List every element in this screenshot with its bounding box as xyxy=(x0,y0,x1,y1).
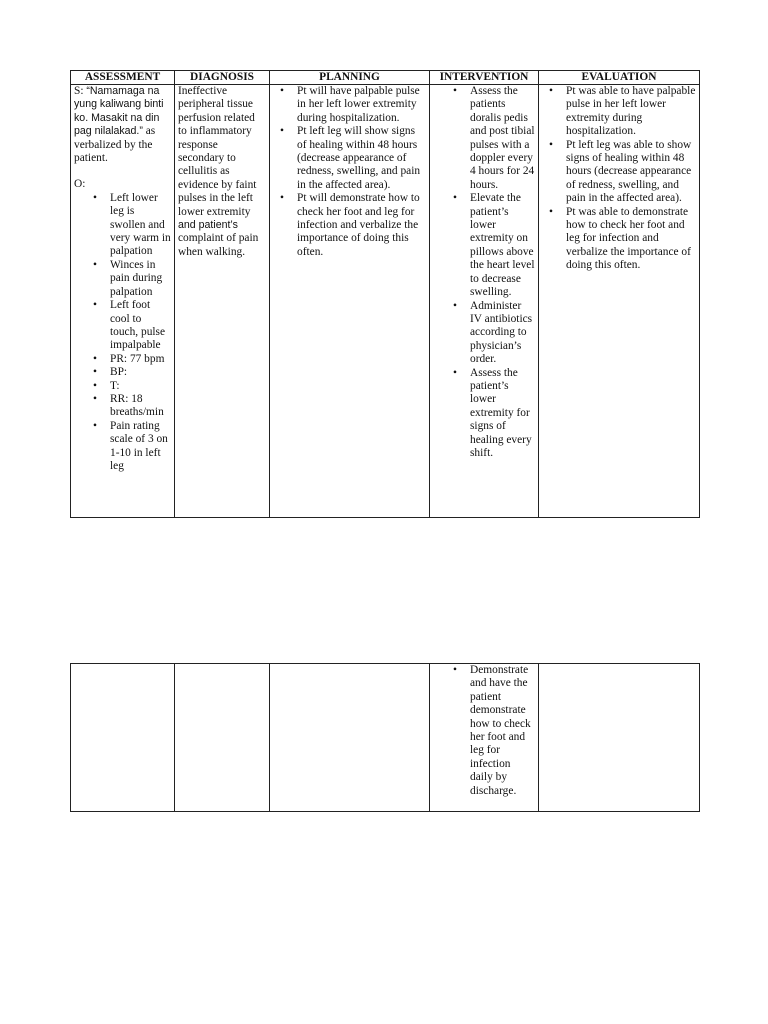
continuation-diagnosis-cell xyxy=(175,664,270,812)
subjective-suffix: as verbalized by the patient. xyxy=(74,125,156,165)
diagnosis-text xyxy=(178,85,266,259)
list-item: • Winces in pain during palpation xyxy=(110,259,171,299)
intervention-list xyxy=(433,85,535,460)
continuation-planning-cell xyxy=(270,664,430,812)
subjective-data xyxy=(74,85,171,165)
diagnosis-text-a: Ineffective peripheral tissue perfusion related to inflammatory response secondary to cellulitis as evidence by faint pulses in the left lower extremity xyxy=(178,85,257,218)
header-evaluation: EVALUATION xyxy=(539,71,700,85)
list-item: • Left foot cool to touch, pulse impalpable xyxy=(110,299,171,353)
continuation-assessment-cell xyxy=(71,664,175,812)
list-item: • Demonstrate and have the patient demonstrate how to check her foot and leg for infection daily by discharge. xyxy=(470,664,535,798)
list-item: • PR: 77 bpm xyxy=(110,353,171,366)
planning-cell xyxy=(270,85,430,518)
list-item: • Pt was able to have palpable pulse in her left lower extremity during hospitalization. xyxy=(566,85,696,139)
continuation-intervention-list xyxy=(433,664,535,798)
continuation-intervention-cell xyxy=(430,664,539,812)
diagnosis-text-c: complaint of pain when walking. xyxy=(178,232,259,258)
list-item: • Left lower leg is swollen and very warm in palpation xyxy=(110,192,171,259)
header-diagnosis: DIAGNOSIS xyxy=(175,71,270,85)
continuation-evaluation-cell xyxy=(539,664,700,812)
assessment-cell xyxy=(71,85,175,518)
list-item: • Assess the patient’s lower extremity for signs of healing every shift. xyxy=(470,367,535,461)
subjective-quote: “Namamaga na yung kaliwang binti ko. Masakit na din pag nilalakad.” xyxy=(74,85,164,138)
evaluation-list xyxy=(542,85,696,273)
intervention-cell xyxy=(430,85,539,518)
list-item: • Pt was able to demonstrate how to check her foot and leg for infection and verbalize the importance of doing this often. xyxy=(566,206,696,273)
list-item: • T: xyxy=(110,380,171,393)
list-item: • Assess the patients doralis pedis and post tibial pulses with a doppler every 4 hours for 24 hours. xyxy=(470,85,535,192)
evaluation-cell xyxy=(539,85,700,518)
objective-label: O: xyxy=(74,178,86,191)
diagnosis-cell xyxy=(175,85,270,518)
planning-list xyxy=(273,85,426,259)
care-plan-row xyxy=(71,85,700,518)
list-item: • Pain rating scale of 3 on 1-10 in left leg xyxy=(110,420,171,474)
header-planning: PLANNING xyxy=(270,71,430,85)
list-item: • Elevate the patient’s lower extremity on pillows above the heart level to decrease swelling. xyxy=(470,192,535,299)
continuation-row xyxy=(71,664,700,812)
list-item: • Pt left leg was able to show signs of healing within 48 hours (decrease appearance of redness, swelling, and pain in the affected area). xyxy=(566,139,696,206)
care-plan-continuation-table xyxy=(70,663,700,812)
list-item: • RR: 18 breaths/min xyxy=(110,393,171,420)
list-item: • Pt will demonstrate how to check her foot and leg for infection and verbalize the importance of doing this often. xyxy=(297,192,426,259)
diagnosis-text-b: and patient’s xyxy=(178,219,238,232)
list-item: • Administer IV antibiotics according to physician’s order. xyxy=(470,300,535,367)
header-assessment: ASSESSMENT xyxy=(71,71,175,85)
objective-list xyxy=(74,192,171,474)
header-intervention: INTERVENTION xyxy=(430,71,539,85)
list-item: • Pt will have palpable pulse in her left lower extremity during hospitalization. xyxy=(297,85,426,125)
header-row xyxy=(71,71,700,85)
care-plan-table xyxy=(70,70,700,518)
subjective-prefix: S: xyxy=(74,85,87,97)
list-item: • BP: xyxy=(110,366,171,379)
list-item: • Pt left leg will show signs of healing within 48 hours (decrease appearance of redness, swelling, and pain in the affected area). xyxy=(297,125,426,192)
